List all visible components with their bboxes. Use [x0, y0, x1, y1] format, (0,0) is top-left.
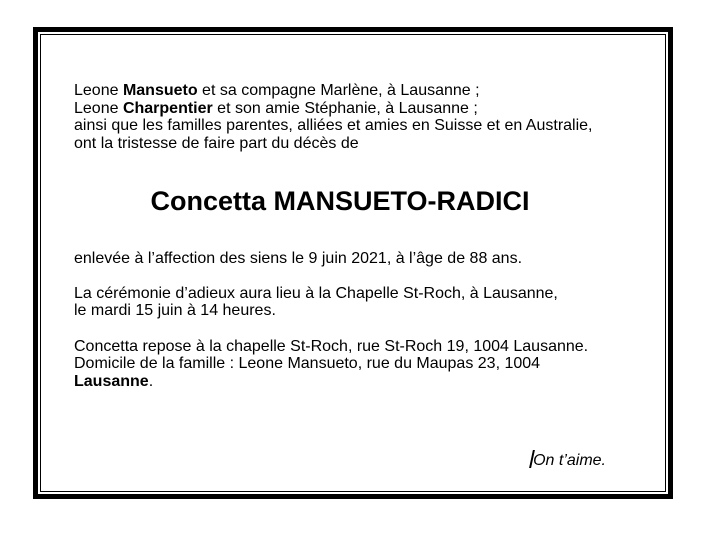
- deceased-name: Concetta MANSUETO-RADICI: [150, 186, 530, 216]
- closing-line: [74, 450, 606, 470]
- intro-line-2: [74, 100, 606, 118]
- death-statement: enlevée à l’affection des siens le 9 juin 2021, à l’âge de 88 ans.: [74, 250, 523, 267]
- intro-line-4: ont la tristesse de faire part du décès de: [74, 134, 359, 152]
- intro-line-2-pre: Leone: [74, 99, 123, 117]
- closing-text: On t’aime.: [533, 452, 606, 469]
- ceremony-line-2: le mardi 15 juin à 14 heures.: [74, 302, 276, 319]
- repose-line-1: Concetta repose à la chapelle St-Roch, rue St-Roch 19, 1004 Lausanne.: [74, 337, 589, 355]
- ceremony-line-1: La cérémonie d’adieux aura lieu à la Chapelle St-Roch, à Lausanne,: [74, 284, 558, 302]
- repose-city-bold: Lausanne: [74, 372, 149, 390]
- family-name-charpentier: Charpentier: [122, 99, 213, 117]
- repose-paragraph: [74, 338, 606, 391]
- family-name-mansueto: Mansueto: [122, 82, 198, 99]
- death-notice-inner-frame: [40, 34, 666, 492]
- intro-paragraph: [74, 82, 606, 152]
- intro-line-1-post: et sa compagne Marlène, à Lausanne ;: [197, 82, 480, 99]
- repose-line-3: [74, 373, 606, 391]
- intro-line-1: [74, 82, 606, 100]
- repose-line-3-end: .: [148, 372, 154, 390]
- ceremony-paragraph: [74, 285, 606, 320]
- intro-line-2-post: et son amie Stéphanie, à Lausanne ;: [212, 99, 478, 117]
- repose-line-2: Domicile de la famille : Leone Mansueto, rue du Maupas 23, 1004: [74, 355, 541, 372]
- death-notice-frame: [33, 27, 673, 499]
- intro-line-3: ainsi que les familles parentes, alliées et amies en Suisse et en Australie,: [74, 117, 593, 134]
- intro-line-1-pre: Leone: [74, 82, 123, 99]
